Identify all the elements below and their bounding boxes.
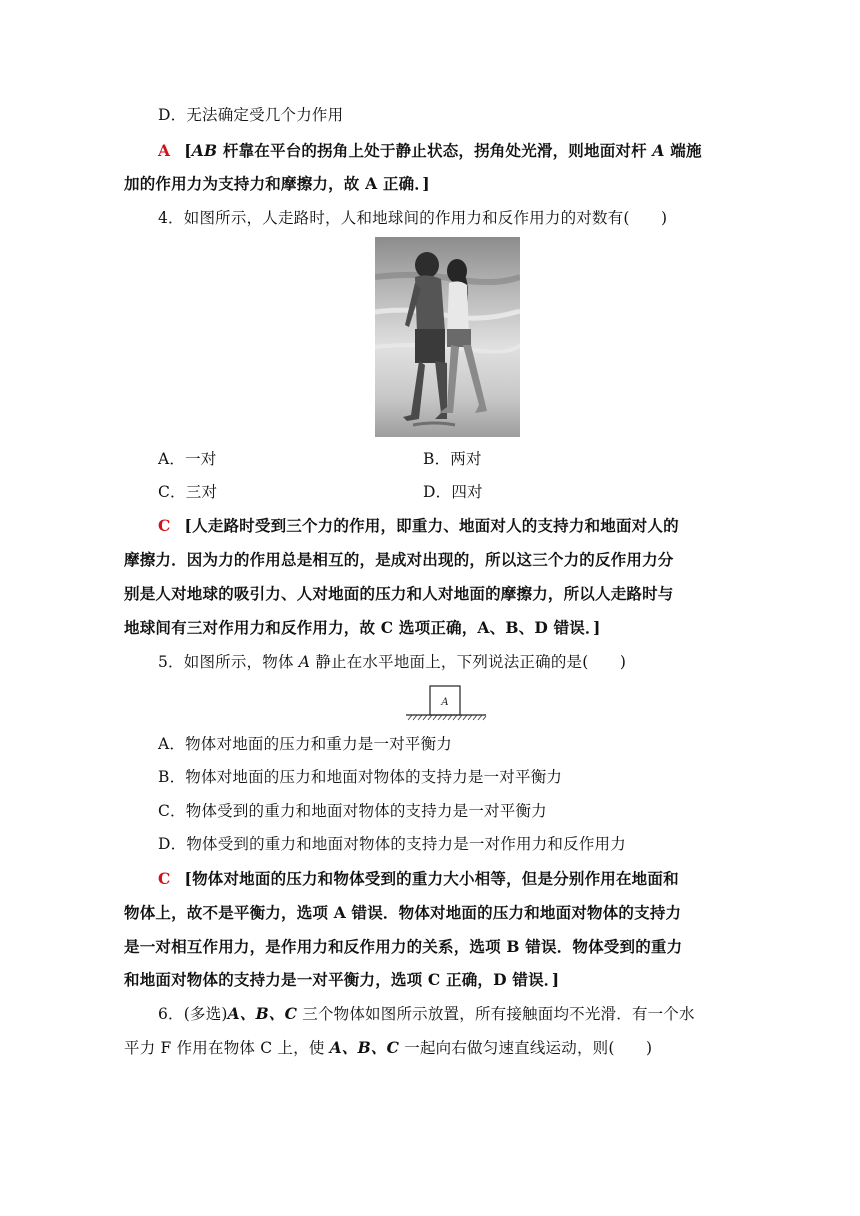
q5-stem-a: A [298,653,311,671]
q5-answer-letter: C [158,869,171,888]
q5-stem-post: 静止在水平地面上，下列说法正确的是( ) [310,653,627,671]
q4-answer-line4: 地球间有三对作用力和反作用力，故 C 选项正确，A、B、D 错误．] [124,618,601,637]
q3-answer-end: 端施 [664,141,702,160]
q5-stem [158,651,778,673]
q3-answer-line2: 加的作用力为支持力和摩擦力，故 A 正确．] [124,174,430,193]
q5-option-c: C．物体受到的重力和地面对物体的支持力是一对平衡力 [158,802,547,820]
q4-answer-text-0: [人走路时受到三个力的作用，即重力、地面对人的支持力和地面对人的 [184,516,679,535]
q6-stem2-abc: A、B、C [329,1038,400,1057]
q4-option-b: B．两对 [423,450,482,468]
q4-stem: 4．如图所示，人走路时，人和地球间的作用力和反作用力的对数有( ) [158,209,668,227]
walking-couple-photo [375,237,520,437]
q3-option-d: D．无法确定受几个力作用 [158,106,344,124]
q3-answer-text [184,141,701,160]
q4-option-c: C．三对 [158,483,218,501]
q4-options-row2 [158,481,778,503]
q6-stem-line2 [124,1037,744,1059]
q3-answer-mid: 杆靠在平台的拐角上处于静止状态，拐角处光滑，则地面对杆 [217,141,653,160]
q5-option-d: D．物体受到的重力和地面对物体的支持力是一对作用力和反作用力 [158,835,626,853]
walking-couple-image [375,237,520,437]
q3-answer-ab: AB [191,141,218,160]
q6-stem2-post: 一起向右做匀速直线运动，则( ) [399,1039,653,1057]
q5-stem-pre: 5．如图所示，物体 [158,653,299,671]
q6-stem-pre: 6．(多选) [158,1005,228,1023]
q3-answer-letter: A [158,141,171,160]
q5-answer-line1 [158,868,778,890]
q4-answer-line1 [158,515,778,537]
q6-stem-line1 [158,1003,778,1025]
q4-answer-letter: C [158,516,171,535]
q5-answer-text-0: [物体对地面的压力和物体受到的重力大小相等，但是分别作用在地面和 [184,869,679,888]
q5-option-b: B．物体对地面的压力和地面对物体的支持力是一对平衡力 [158,768,563,786]
block-diagram-svg [402,684,490,722]
ground-hatching [408,715,486,720]
q4-answer-line2: 摩擦力．因为力的作用总是相互的，是成对出现的，所以这三个力的反作用力分 [124,550,674,569]
q4-options-row1 [158,448,778,470]
q6-stem-abc: A、B、C [227,1004,298,1023]
q4-option-d: D．四对 [423,483,483,501]
q4-answer-line3: 别是人对地球的吸引力、人对地面的压力和人对地面的摩擦力，所以人走路时与 [124,584,674,603]
q5-option-a: A．物体对地面的压力和重力是一对平衡力 [158,735,452,753]
q5-answer-line4: 和地面对物体的支持力是一对平衡力，选项 C 正确，D 错误．] [124,970,560,989]
q5-answer-line3: 是一对相互作用力，是作用力和反作用力的关系，选项 B 错误．物体受到的重力 [124,937,683,956]
q6-stem-post: 三个物体如图所示放置，所有接触面均不光滑．有一个水 [297,1005,695,1023]
block-a-label: A [441,697,449,708]
q3-answer-a: A [652,141,665,160]
q6-stem2-pre: 平力 F 作用在物体 C 上，使 [124,1039,330,1057]
q3-answer-bracket: [ [184,141,192,160]
q3-answer-line1 [158,140,778,162]
q5-answer-line2: 物体上，故不是平衡力，选项 A 错误．物体对地面的压力和地面对物体的支持力 [124,903,682,922]
q4-option-a: A．一对 [158,450,217,468]
block-on-ground-diagram [402,684,490,722]
